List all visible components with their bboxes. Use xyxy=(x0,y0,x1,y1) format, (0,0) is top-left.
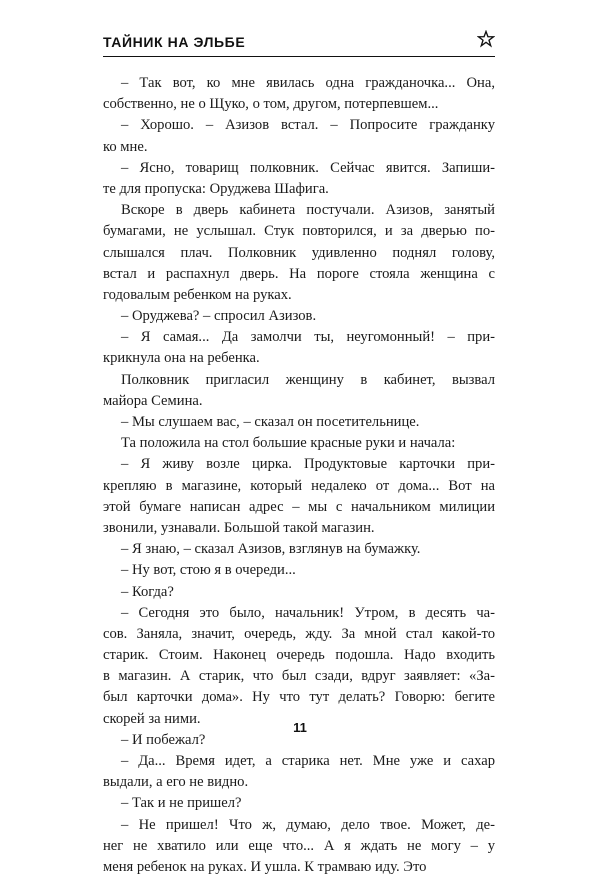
text-line: слышался плач. Полковник удивленно поднял голову, xyxy=(103,244,495,261)
body-text xyxy=(103,73,495,878)
text-line: в магазин. А старик, что был сзади, вдруг заявляет: «За- xyxy=(103,668,495,685)
text-line: – Сегодня это было, начальник! Утром, в десять ча- xyxy=(121,604,495,621)
paragraph xyxy=(103,200,495,306)
text-line: майора Семина. xyxy=(103,392,203,409)
paragraph xyxy=(103,306,495,327)
text-line: – Да... Время идет, а старика нет. Мне уже и сахар xyxy=(121,753,495,769)
text-line: – Я самая... Да замолчи ты, неугомонный! – при- xyxy=(121,329,495,346)
text-line: собственно, не о Щуко, о том, другом, потерпевшем... xyxy=(103,96,439,113)
text-line: – Я живу возле цирка. Продуктовые карточки при- xyxy=(121,456,495,473)
text-line: – Мы слушаем вас, – сказал он посетительнице. xyxy=(121,414,420,430)
text-line: Полковник пригласил женщину в кабинет, вызвал xyxy=(121,371,495,388)
text-line: этой бумаге написан адрес – мы с начальником милиции xyxy=(103,498,495,515)
paragraph xyxy=(103,815,495,878)
paragraph xyxy=(103,603,495,730)
text-line: был карточки дома». Ну что тут делать? Говорю: бегите xyxy=(103,689,495,706)
text-line: – Ну вот, стою я в очереди... xyxy=(121,562,296,579)
text-line: меня ребенок на руках. И ушла. К трамваю иду. Это xyxy=(103,858,427,875)
text-line: – Оруджева? – спросил Азизов. xyxy=(121,308,317,325)
text-line: нег не хватило или еще что... А я ждать не могу – у xyxy=(103,837,495,854)
star-outline-icon xyxy=(477,30,495,48)
text-line: выдали, а его не видно. xyxy=(103,774,249,791)
text-line: – Ясно, товарищ полковник. Сейчас явится. Запиши- xyxy=(121,159,495,176)
text-line: Вскоре в дверь кабинета постучали. Азизов, занятый xyxy=(121,202,495,219)
text-line: – Я знаю, – сказал Азизов, взглянув на бумажку. xyxy=(121,541,421,558)
paragraph xyxy=(103,751,495,793)
paragraph xyxy=(103,73,495,115)
text-line: встал и распахнул дверь. На пороге стояла женщина с xyxy=(103,265,495,282)
text-line: – Когда? xyxy=(121,583,174,600)
paragraph xyxy=(103,327,495,369)
paragraph xyxy=(103,582,495,603)
text-line: – И побежал? xyxy=(121,731,206,748)
text-line: крепляю в магазине, который недалеко от дома... Вот на xyxy=(103,477,495,494)
text-line: – Хорошо. – Азизов встал. – Попросите гражданку xyxy=(121,117,495,134)
paragraph xyxy=(103,793,495,814)
page-number: 11 xyxy=(293,720,307,735)
text-line: ко мне. xyxy=(103,138,148,155)
text-line: старик. Стоим. Наконец очередь подошла. Надо входить xyxy=(103,647,495,664)
text-line: звонили, узнавали. Большой такой магазин. xyxy=(103,519,375,536)
paragraph xyxy=(103,158,495,200)
text-line: – Так вот, ко мне явилась одна гражданочка... Она, xyxy=(121,75,495,91)
text-line: Та положила на стол большие красные руки и начала: xyxy=(121,435,456,452)
paragraph xyxy=(103,560,495,581)
text-line: те для пропуска: Оруджева Шафига. xyxy=(103,180,329,197)
text-line: сов. Заняла, значит, очередь, жду. За мной стал какой-то xyxy=(103,625,495,642)
running-header xyxy=(103,30,495,54)
text-line: бумагами, не услышал. Стук повторился, и за дверью по- xyxy=(103,223,495,240)
paragraph xyxy=(103,454,495,539)
paragraph xyxy=(103,539,495,560)
paragraph xyxy=(103,412,495,433)
text-line: скорей за ними. xyxy=(103,710,201,727)
text-line: – Не пришел! Что ж, думаю, дело твое. Может, де- xyxy=(121,816,495,833)
text-line: годовалым ребенком на руках. xyxy=(103,286,292,303)
paragraph xyxy=(103,370,495,412)
book-title: ТАЙНИК НА ЭЛЬБЕ xyxy=(103,34,246,50)
header-divider xyxy=(103,56,495,57)
paragraph xyxy=(103,433,495,454)
paragraph xyxy=(103,115,495,157)
text-line: крикнула она на ребенка. xyxy=(103,350,260,367)
text-line: – Так и не пришел? xyxy=(121,795,242,812)
